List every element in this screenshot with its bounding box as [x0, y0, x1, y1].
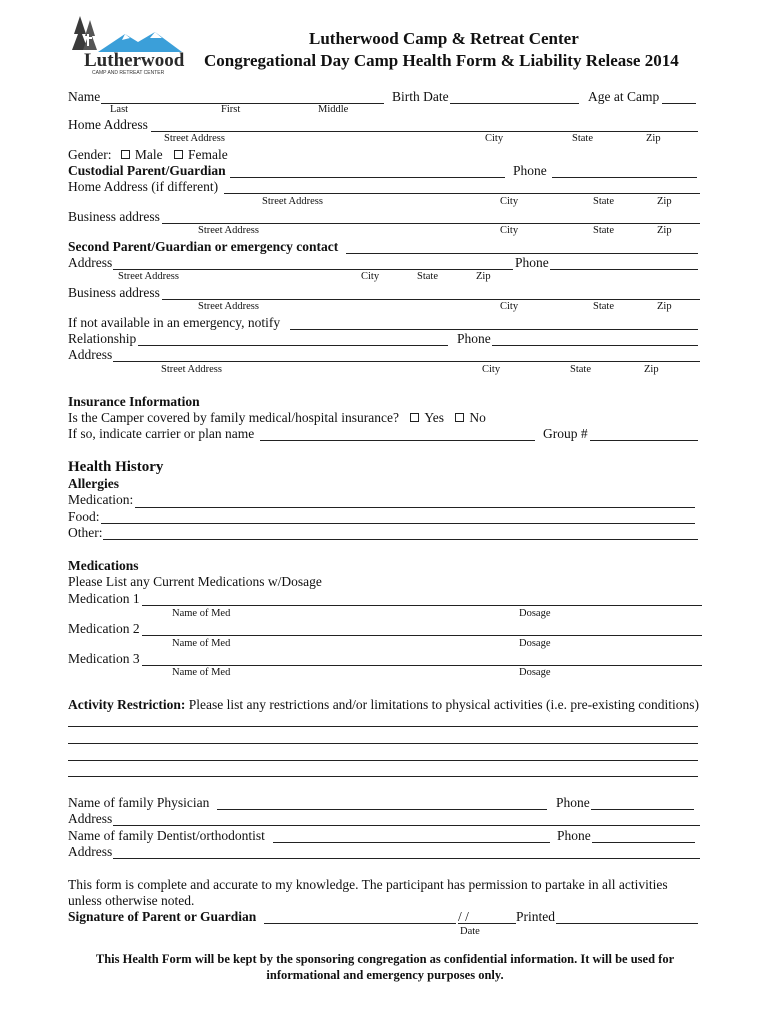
insurance-no-label: No	[469, 410, 486, 425]
street-caption: Street Address	[161, 364, 222, 375]
health-history-heading: Health History	[68, 459, 164, 475]
dentist-address-label: Address	[68, 844, 113, 859]
home-address-label: Home Address	[68, 117, 148, 132]
emergency-notify-field[interactable]	[290, 329, 698, 330]
footer-line-1: This Health Form will be kept by the sponsoring congregation as confidential information. It will be used for	[95, 952, 675, 966]
dosage-caption: Dosage	[519, 667, 551, 678]
emergency-address-field[interactable]	[113, 361, 700, 362]
male-label: Male	[134, 147, 163, 162]
second-business-address-label: Business address	[68, 285, 160, 300]
state-caption: State	[593, 196, 614, 207]
insurance-question: Is the Camper covered by family medical/hospital insurance?	[68, 410, 400, 425]
activity-line-2[interactable]	[68, 743, 698, 744]
medications-instruction: Please List any Current Medications w/Dosage	[68, 574, 322, 589]
activity-line-4[interactable]	[68, 776, 698, 777]
female-label: Female	[187, 147, 228, 162]
insurance-yes-checkbox[interactable]	[410, 413, 419, 422]
emergency-address-label: Address	[68, 347, 113, 362]
medication-3-label: Medication 3	[68, 651, 140, 666]
city-caption: City	[361, 271, 380, 282]
custodial-phone-field[interactable]	[552, 177, 697, 178]
zip-caption: Zip	[476, 271, 491, 282]
city-caption: City	[500, 301, 519, 312]
signature-label: Signature of Parent or Guardian	[68, 909, 257, 924]
dentist-label: Name of family Dentist/orthodontist	[68, 828, 265, 843]
date-caption: Date	[460, 926, 480, 937]
name-of-med-caption: Name of Med	[172, 608, 231, 619]
physician-field[interactable]	[217, 809, 547, 810]
first-caption: First	[221, 104, 241, 115]
second-business-address-field[interactable]	[162, 299, 700, 300]
activity-line-1[interactable]	[68, 726, 698, 727]
activity-restriction-text: Please list any restrictions and/or limitations to physical activities (i.e. pre-existing conditions)	[188, 697, 699, 712]
name-of-med-caption: Name of Med	[172, 667, 231, 678]
street-caption: Street Address	[118, 271, 179, 282]
state-caption: State	[570, 364, 591, 375]
allergy-other-label: Other:	[68, 525, 103, 540]
second-parent-label: Second Parent/Guardian or emergency contact	[68, 239, 339, 254]
logo-subtitle: CAMP AND RETREAT CENTER	[92, 70, 165, 76]
lutherwood-logo	[70, 14, 188, 76]
zip-caption: Zip	[646, 133, 661, 144]
consent-line-1: This form is complete and accurate to my knowledge. The participant has permission to partake in all activities	[68, 877, 668, 892]
name-label: Name	[68, 89, 101, 104]
city-caption: City	[500, 225, 519, 236]
state-caption: State	[593, 301, 614, 312]
parent-home-address-field[interactable]	[224, 193, 700, 194]
parent-business-address-label: Business address	[68, 209, 160, 224]
birth-date-label: Birth Date	[392, 89, 449, 104]
insurance-heading: Insurance Information	[68, 394, 200, 409]
dosage-caption: Dosage	[519, 638, 551, 649]
city-caption: City	[485, 133, 504, 144]
footer-line-2: informational and emergency purposes only.	[266, 968, 504, 982]
male-checkbox[interactable]	[121, 150, 130, 159]
dosage-caption: Dosage	[519, 608, 551, 619]
carrier-label: If so, indicate carrier or plan name	[68, 426, 255, 441]
gender-label: Gender:	[68, 147, 112, 162]
activity-restriction-row	[68, 697, 699, 713]
allergy-food-label: Food:	[68, 509, 100, 524]
date-field[interactable]	[458, 923, 516, 924]
age-label: Age at Camp	[588, 89, 660, 104]
zip-caption: Zip	[657, 301, 672, 312]
middle-caption: Middle	[318, 104, 349, 115]
birth-date-field[interactable]	[450, 103, 579, 104]
allergy-other-field[interactable]	[103, 539, 698, 540]
gender-row	[68, 147, 228, 163]
allergies-heading: Allergies	[68, 476, 119, 491]
name-of-med-caption: Name of Med	[172, 638, 231, 649]
relationship-field[interactable]	[138, 345, 448, 346]
female-checkbox[interactable]	[174, 150, 183, 159]
dentist-phone-label: Phone	[557, 828, 591, 843]
zip-caption: Zip	[657, 196, 672, 207]
city-caption: City	[482, 364, 501, 375]
logo-wordmark: Lutherwood	[84, 50, 185, 71]
second-address-field[interactable]	[113, 269, 513, 270]
custodial-parent-field[interactable]	[230, 177, 505, 178]
custodial-phone-label: Phone	[513, 163, 547, 178]
signature-field[interactable]	[264, 923, 456, 924]
printed-label: Printed	[516, 909, 555, 924]
carrier-field[interactable]	[260, 440, 535, 441]
medication-1-label: Medication 1	[68, 591, 140, 606]
physician-address-field[interactable]	[113, 825, 700, 826]
physician-label: Name of family Physician	[68, 795, 210, 810]
state-caption: State	[593, 225, 614, 236]
street-caption: Street Address	[198, 301, 259, 312]
allergy-food-field[interactable]	[101, 523, 695, 524]
activity-restriction-label: Activity Restriction:	[68, 697, 186, 712]
street-caption: Street Address	[262, 196, 323, 207]
custodial-parent-label: Custodial Parent/Guardian	[68, 163, 226, 178]
physician-phone-field[interactable]	[591, 809, 694, 810]
relationship-label: Relationship	[68, 331, 137, 346]
insurance-no-checkbox[interactable]	[455, 413, 464, 422]
city-caption: City	[500, 196, 519, 207]
last-caption: Last	[110, 104, 129, 115]
insurance-question-row	[68, 410, 486, 426]
state-caption: State	[417, 271, 438, 282]
medication-1-field[interactable]	[142, 605, 702, 606]
dentist-field[interactable]	[273, 842, 550, 843]
insurance-yes-label: Yes	[424, 410, 445, 425]
group-label: Group #	[543, 426, 588, 441]
home-address-if-different-label: Home Address (if different)	[68, 179, 219, 194]
physician-phone-label: Phone	[556, 795, 590, 810]
zip-caption: Zip	[644, 364, 659, 375]
street-caption: Street Address	[164, 133, 225, 144]
second-parent-field[interactable]	[346, 253, 698, 254]
zip-caption: Zip	[657, 225, 672, 236]
emergency-notify-label: If not available in an emergency, notify	[68, 315, 281, 330]
emergency-phone-field[interactable]	[492, 345, 698, 346]
consent-line-2: unless otherwise noted.	[68, 893, 195, 908]
allergy-medication-label: Medication:	[68, 492, 134, 507]
group-field[interactable]	[590, 440, 698, 441]
second-phone-label: Phone	[515, 255, 549, 270]
medication-2-label: Medication 2	[68, 621, 140, 636]
emergency-phone-label: Phone	[457, 331, 491, 346]
state-caption: State	[572, 133, 593, 144]
second-phone-field[interactable]	[550, 269, 698, 270]
dentist-address-field[interactable]	[113, 858, 700, 859]
medication-3-field[interactable]	[142, 665, 702, 666]
physician-address-label: Address	[68, 811, 113, 826]
parent-business-address-field[interactable]	[162, 223, 700, 224]
allergy-medication-field[interactable]	[135, 507, 695, 508]
medications-heading: Medications	[68, 558, 139, 573]
printed-name-field[interactable]	[556, 923, 698, 924]
form-title: Lutherwood Camp & Retreat Center	[309, 29, 579, 48]
medication-2-field[interactable]	[142, 635, 702, 636]
age-field[interactable]	[662, 103, 696, 104]
activity-line-3[interactable]	[68, 760, 698, 761]
date-slashes: / /	[458, 909, 469, 924]
home-address-field[interactable]	[151, 131, 698, 132]
form-subtitle: Congregational Day Camp Health Form & Liability Release 2014	[204, 51, 679, 70]
dentist-phone-field[interactable]	[592, 842, 695, 843]
second-address-label: Address	[68, 255, 113, 270]
street-caption: Street Address	[198, 225, 259, 236]
